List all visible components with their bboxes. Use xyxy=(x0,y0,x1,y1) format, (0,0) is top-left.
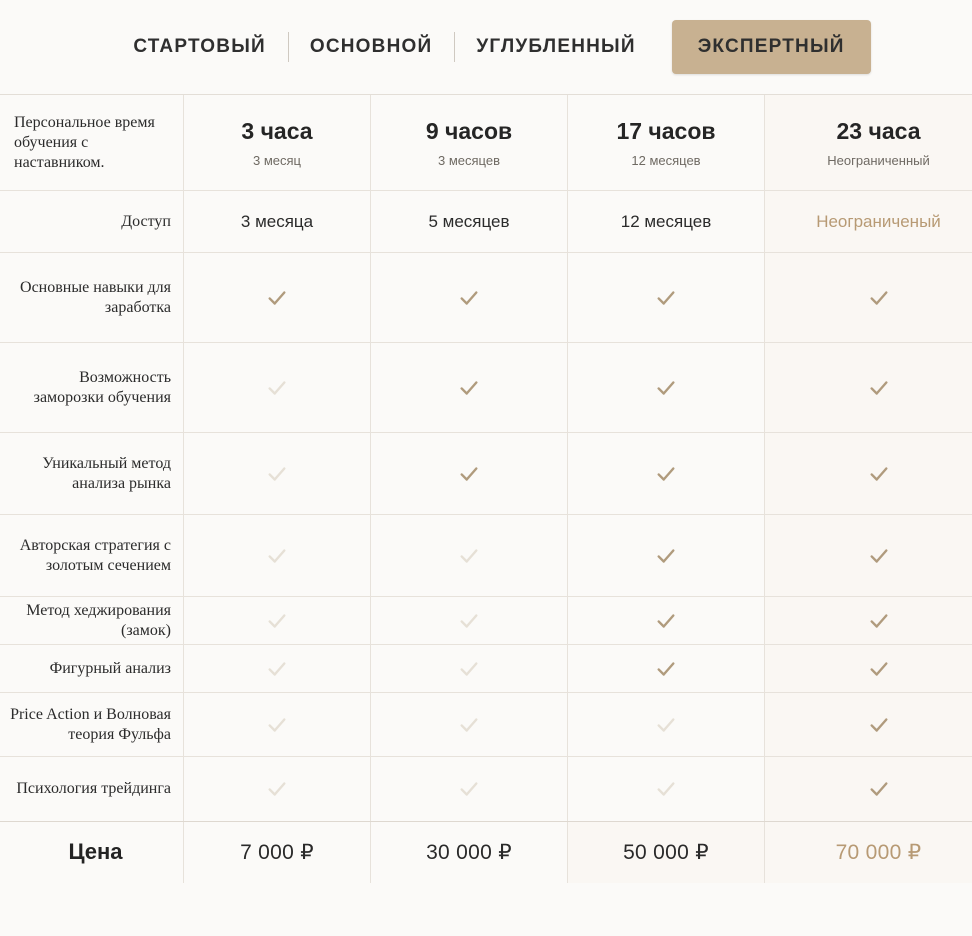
cell-feature-uglublennyy xyxy=(568,253,765,342)
row-label-feature: Основные навыки для заработка xyxy=(0,253,184,342)
cell-feature-uglublennyy xyxy=(568,645,765,692)
cell-feature-ekspertnyy xyxy=(765,515,972,596)
cell-feature-osnovnoy xyxy=(371,515,568,596)
feature-rows-container xyxy=(0,253,972,821)
check-icon xyxy=(655,377,677,399)
cell-feature-osnovnoy xyxy=(371,645,568,692)
check-icon xyxy=(868,610,890,632)
check-icon xyxy=(655,610,677,632)
row-label-feature: Фигурный анализ xyxy=(0,645,184,692)
check-icon xyxy=(868,658,890,680)
cell-feature-ekspertnyy xyxy=(765,645,972,692)
cell-feature-uglublennyy xyxy=(568,433,765,514)
hours-value: 9 часов xyxy=(425,117,513,144)
row-label-feature: Уникальный метод анализа рынка xyxy=(0,433,184,514)
price-value: 70 000 ₽ xyxy=(835,841,922,864)
hours-subvalue: Неограниченный xyxy=(827,152,930,168)
row-label-price: Цена xyxy=(0,822,184,883)
cell-feature-startovyy xyxy=(184,645,371,692)
cell-price-startovyy xyxy=(184,822,371,883)
check-icon-disabled xyxy=(266,778,288,800)
check-icon xyxy=(655,463,677,485)
check-icon-disabled xyxy=(655,714,677,736)
cell-feature-startovyy xyxy=(184,433,371,514)
cell-hours-ekspertnyy xyxy=(765,95,972,190)
check-icon-disabled xyxy=(458,778,480,800)
check-icon xyxy=(868,778,890,800)
cell-feature-osnovnoy xyxy=(371,597,568,644)
check-icon-disabled xyxy=(266,463,288,485)
access-value: 3 месяца xyxy=(240,211,314,231)
check-icon xyxy=(458,463,480,485)
check-icon-disabled xyxy=(266,545,288,567)
price-value: 50 000 ₽ xyxy=(623,841,709,864)
check-icon xyxy=(868,545,890,567)
check-icon-disabled xyxy=(458,610,480,632)
cell-feature-ekspertnyy xyxy=(765,343,972,432)
check-icon xyxy=(655,287,677,309)
cell-price-ekspertnyy xyxy=(765,822,972,883)
table-row-feature xyxy=(0,645,972,693)
cell-feature-ekspertnyy xyxy=(765,757,972,821)
price-value: 30 000 ₽ xyxy=(426,841,512,864)
check-icon-disabled xyxy=(266,610,288,632)
check-icon xyxy=(868,377,890,399)
cell-feature-uglublennyy xyxy=(568,515,765,596)
check-icon xyxy=(868,463,890,485)
table-row-hours xyxy=(0,95,972,191)
check-icon-disabled xyxy=(458,714,480,736)
row-label-access: Доступ xyxy=(0,191,184,252)
row-label-feature: Метод хеджирования (замок) xyxy=(0,597,184,644)
cell-feature-uglublennyy xyxy=(568,757,765,821)
cell-feature-osnovnoy xyxy=(371,693,568,756)
row-label-feature: Психология трейдинга xyxy=(0,757,184,821)
hours-subvalue: 3 месяцев xyxy=(438,152,500,168)
check-icon-disabled xyxy=(266,714,288,736)
table-row-feature xyxy=(0,757,972,821)
check-icon xyxy=(458,287,480,309)
cell-hours-uglublennyy xyxy=(568,95,765,190)
cell-feature-startovyy xyxy=(184,757,371,821)
cell-feature-uglublennyy xyxy=(568,343,765,432)
cell-feature-ekspertnyy xyxy=(765,253,972,342)
cell-feature-osnovnoy xyxy=(371,253,568,342)
plan-tabs xyxy=(0,0,972,94)
check-icon-disabled xyxy=(458,545,480,567)
price-value: 7 000 ₽ xyxy=(240,841,314,864)
cell-feature-startovyy xyxy=(184,515,371,596)
cell-feature-ekspertnyy xyxy=(765,597,972,644)
cell-feature-ekspertnyy xyxy=(765,693,972,756)
check-icon-disabled xyxy=(458,658,480,680)
row-label-feature: Авторская стратегия с золотым сечением xyxy=(0,515,184,596)
tab-startovyy[interactable]: СТАРТОВЫЙ xyxy=(133,36,266,57)
hours-value: 17 часов xyxy=(616,117,716,144)
table-row-feature xyxy=(0,253,972,343)
tab-uglublennyy[interactable]: УГЛУБЛЕННЫЙ xyxy=(454,22,657,72)
row-label-feature: Price Action и Волновая теория Фульфа xyxy=(0,693,184,756)
cell-access-osnovnoy xyxy=(371,191,568,252)
table-row-feature xyxy=(0,433,972,515)
hours-subvalue: 12 месяцев xyxy=(631,152,701,168)
table-row-feature xyxy=(0,343,972,433)
check-icon xyxy=(458,377,480,399)
check-icon xyxy=(655,545,677,567)
cell-feature-osnovnoy xyxy=(371,433,568,514)
check-icon xyxy=(266,287,288,309)
cell-feature-startovyy xyxy=(184,597,371,644)
table-row-feature xyxy=(0,515,972,597)
check-icon xyxy=(868,287,890,309)
cell-access-startovyy xyxy=(184,191,371,252)
tab-osnovnoy[interactable]: ОСНОВНОЙ xyxy=(288,22,454,72)
tab-ekspertnyy[interactable]: ЭКСПЕРТНЫЙ xyxy=(672,20,871,74)
table-row-feature xyxy=(0,597,972,645)
check-icon-disabled xyxy=(266,377,288,399)
cell-access-uglublennyy xyxy=(568,191,765,252)
comparison-table xyxy=(0,94,972,883)
check-icon-disabled xyxy=(266,658,288,680)
cell-feature-osnovnoy xyxy=(371,757,568,821)
table-row-price xyxy=(0,821,972,883)
access-value: Неограниченый xyxy=(816,211,941,231)
check-icon-disabled xyxy=(655,778,677,800)
cell-feature-startovyy xyxy=(184,693,371,756)
cell-price-osnovnoy xyxy=(371,822,568,883)
cell-feature-startovyy xyxy=(184,343,371,432)
row-label-feature: Возможность заморозки обучения xyxy=(0,343,184,432)
cell-feature-ekspertnyy xyxy=(765,433,972,514)
cell-feature-startovyy xyxy=(184,253,371,342)
hours-subvalue: 3 месяц xyxy=(252,152,301,168)
access-value: 5 месяцев xyxy=(428,211,510,231)
row-label-hours: Персональное время обучения с наставником. xyxy=(0,95,184,190)
hours-value: 23 часа xyxy=(836,117,921,144)
hours-value: 3 часа xyxy=(241,117,313,144)
cell-feature-osnovnoy xyxy=(371,343,568,432)
table-row-feature xyxy=(0,693,972,757)
check-icon xyxy=(868,714,890,736)
cell-hours-osnovnoy xyxy=(371,95,568,190)
cell-feature-uglublennyy xyxy=(568,597,765,644)
access-value: 12 месяцев xyxy=(620,211,712,231)
cell-feature-uglublennyy xyxy=(568,693,765,756)
cell-hours-startovyy xyxy=(184,95,371,190)
table-row-access xyxy=(0,191,972,253)
cell-access-ekspertnyy xyxy=(765,191,972,252)
check-icon xyxy=(655,658,677,680)
cell-price-uglublennyy xyxy=(568,822,765,883)
